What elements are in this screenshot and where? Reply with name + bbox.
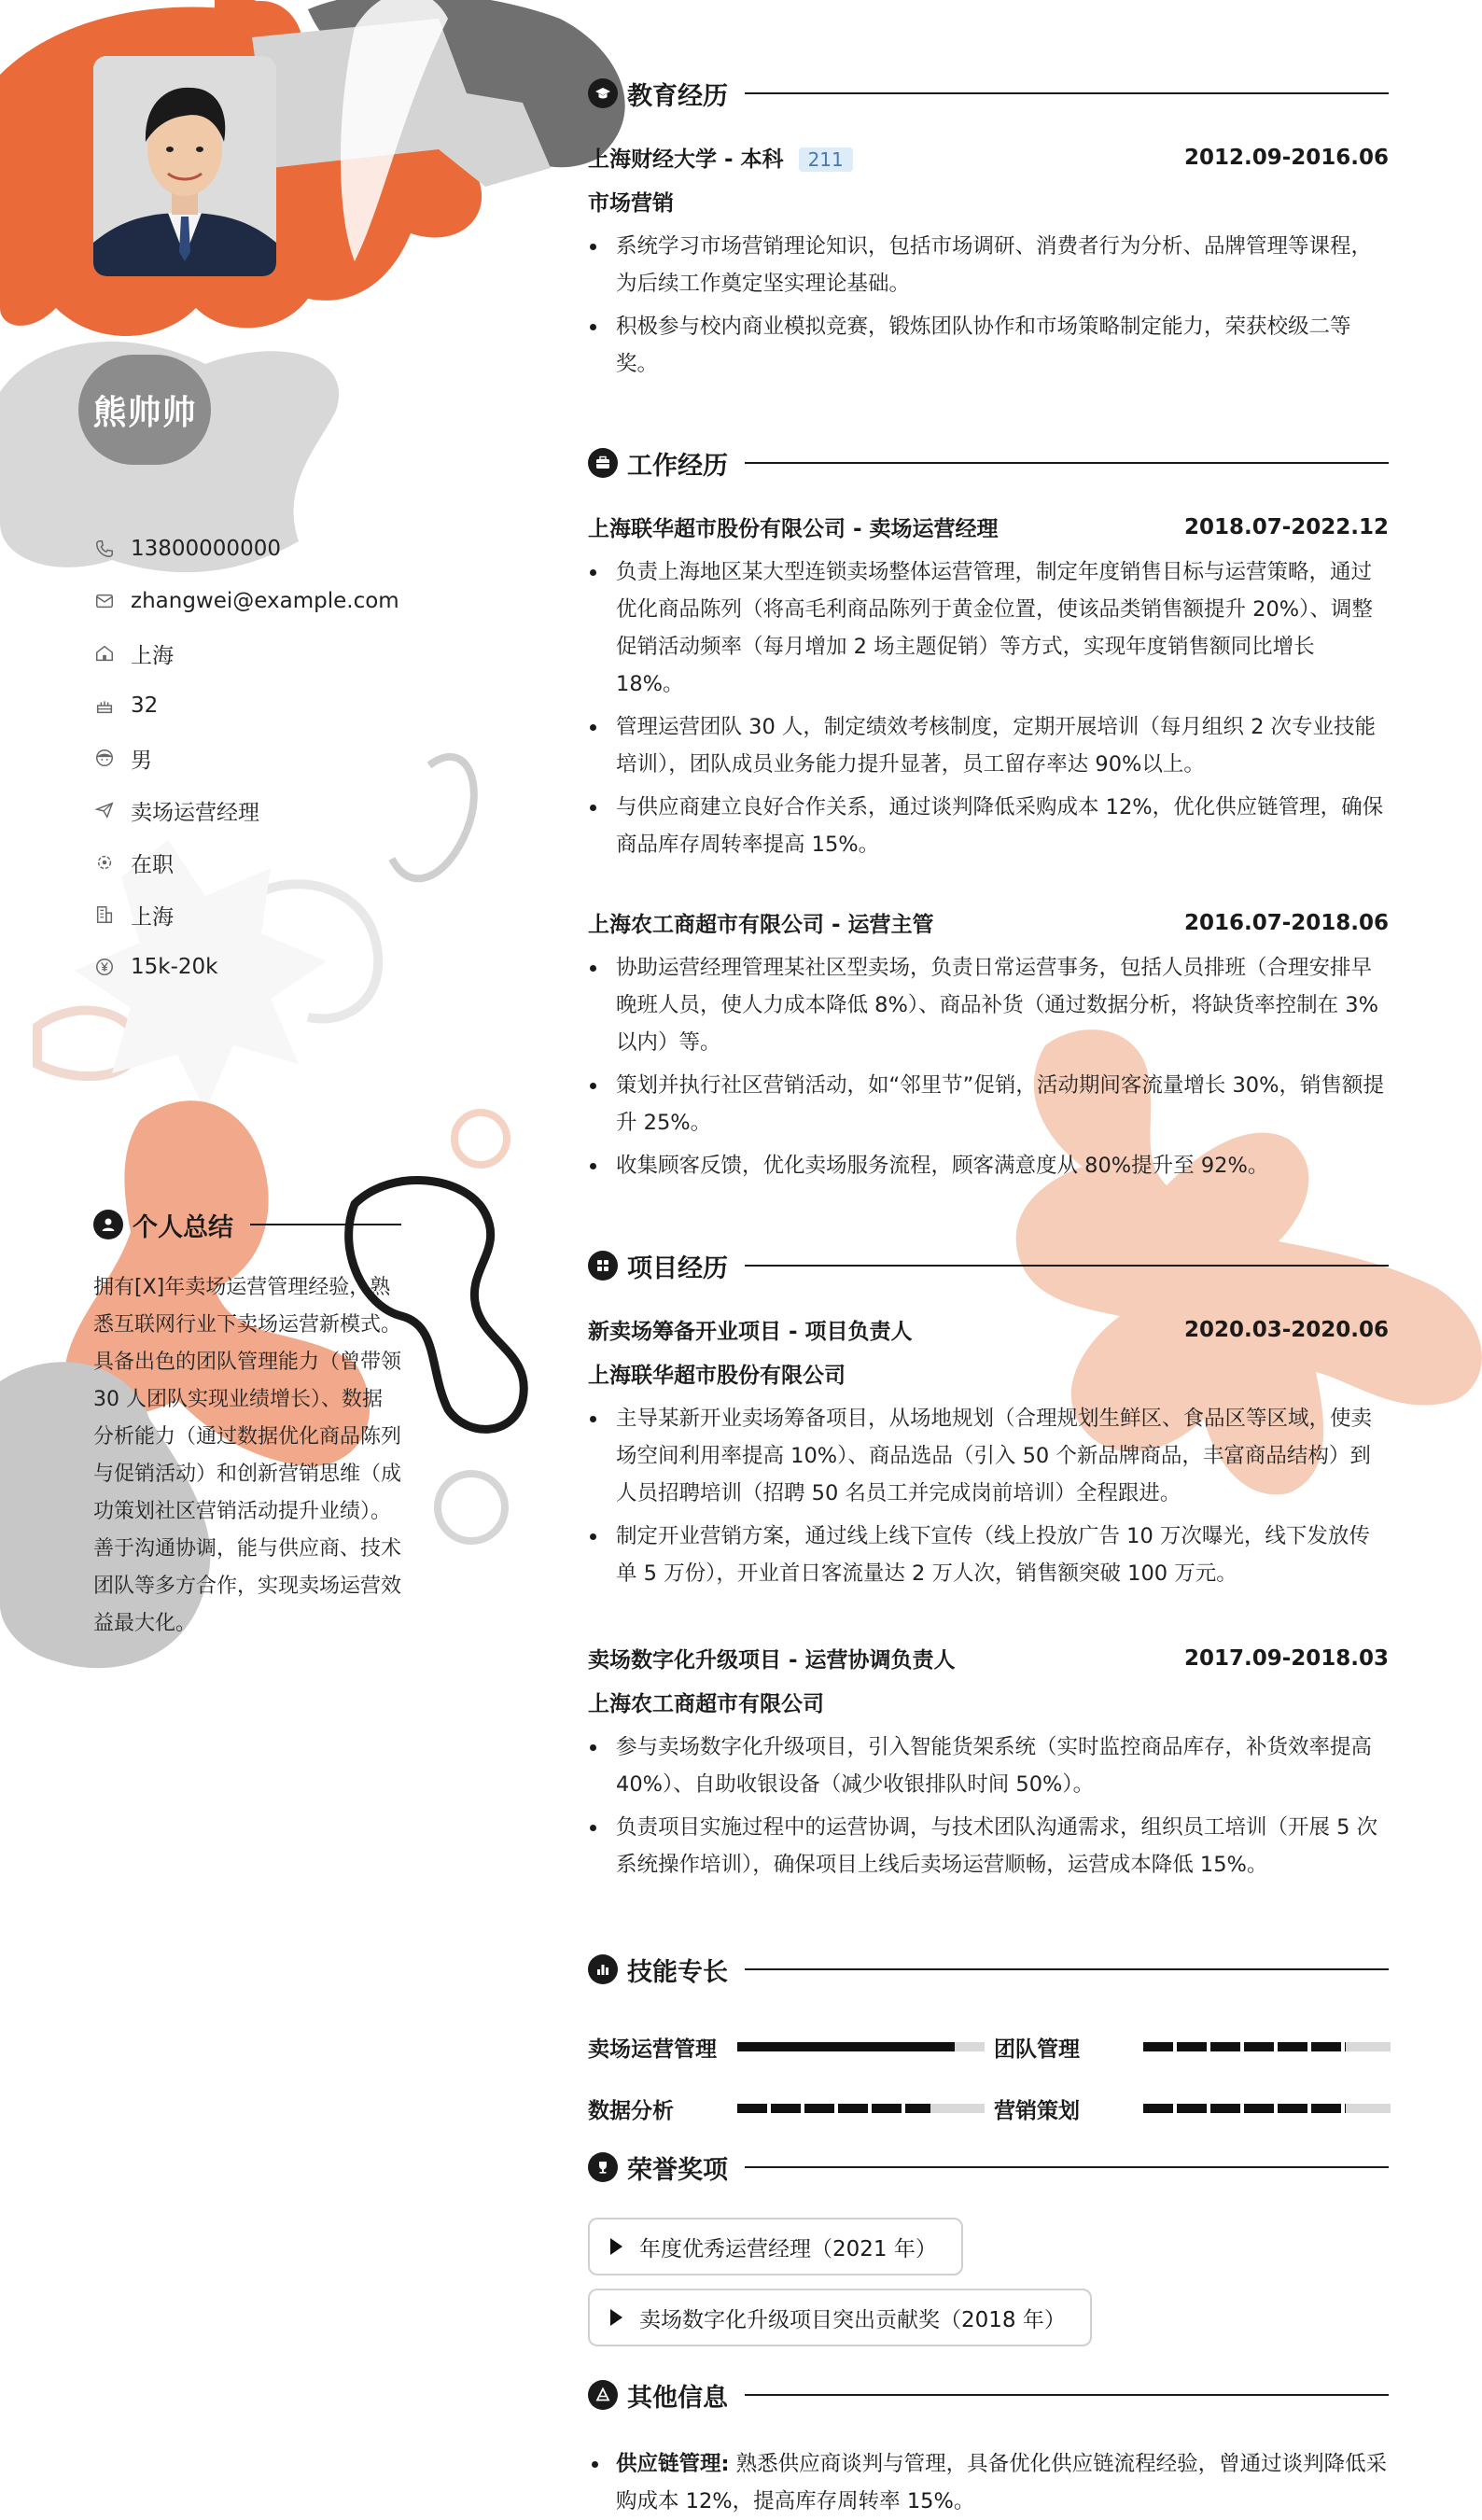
award-item	[588, 2289, 1092, 2346]
graduation-cap-icon	[588, 78, 618, 108]
contact-phone	[93, 523, 485, 575]
contact-home	[93, 627, 485, 679]
list-item	[588, 2445, 1391, 2520]
award-text: 年度优秀运营经理（2021 年）	[639, 2236, 937, 2261]
major: 市场营销	[588, 191, 674, 216]
phone-icon	[93, 538, 116, 560]
list-item: 与供应商建立良好合作关系，通过谈判降低采购成本 12%，优化供应链管理，确保商品库存周转率提高 15%。	[588, 789, 1389, 863]
triangle-bullet-icon	[610, 2309, 622, 2326]
contact-status	[93, 836, 485, 889]
work-entry-2	[588, 907, 1389, 1190]
section-title: 技能专长	[627, 1957, 728, 1987]
contact-text: 15k-20k	[131, 955, 218, 979]
contact-gender	[93, 732, 485, 784]
section-title: 个人总结	[133, 1212, 233, 1242]
send-icon	[93, 799, 116, 821]
contact-text: 13800000000	[131, 537, 281, 561]
job-heading: 上海联华超市股份有限公司 - 卖场运营经理	[588, 517, 999, 541]
skill-level-fill	[1143, 2042, 1346, 2051]
skill-item	[994, 2032, 1400, 2063]
gender-icon	[93, 747, 116, 769]
education-entry	[588, 142, 1389, 388]
status-icon	[93, 851, 116, 874]
contact-list	[93, 523, 485, 993]
list-item: 制定开业营销方案，通过线上线下宣传（线上投放广告 10 万次曝光，线下发放传单 5 万份），开业首日客流量达 2 万人次，销售额突破 100 万元。	[588, 1518, 1389, 1592]
contact-text: zhangwei@example.com	[131, 589, 399, 613]
skills-header	[588, 1949, 1389, 1990]
section-title: 荣誉奖项	[627, 2155, 728, 2185]
skill-level-fill	[737, 2042, 955, 2051]
skill-item	[588, 2093, 994, 2124]
list-item: 负责上海地区某大型连锁卖场整体运营管理，制定年度销售目标与运营策略，通过优化商品陈列（将高毛利商品陈列于黄金位置，使该品类销售额提升 20%）、调整促销活动频率（每月增加 2 场主题促销）等方式，实现年度销售额同比增长 18%。	[588, 553, 1389, 703]
project-org: 上海农工商超市有限公司	[588, 1692, 824, 1716]
skill-name: 营销策划	[994, 2098, 1080, 2123]
list-item: 系统学习市场营销理论知识，包括市场调研、消费者行为分析、品牌管理等课程，为后续工作奠定坚实理论基础。	[588, 228, 1389, 302]
list-item: 参与卖场数字化升级项目，引入智能货架系统（实时监控商品库存，补货效率提高 40%）、自助收银设备（减少收银排队时间 50%）。	[588, 1729, 1389, 1803]
job-date: 2016.07-2018.06	[1183, 910, 1389, 935]
contact-text: 32	[131, 693, 159, 718]
mail-icon	[93, 590, 116, 612]
list-item: 积极参与校内商业模拟竞赛，锻炼团队协作和市场策略制定能力，荣获校级二等奖。	[588, 308, 1389, 383]
home-icon	[93, 642, 116, 665]
project-entry-1	[588, 1314, 1389, 1598]
work-header	[588, 442, 1389, 483]
list-item: 收集顾客反馈，优化卖场服务流程，顾客满意度从 80%提升至 92%。	[588, 1147, 1389, 1184]
project-bullets	[588, 1729, 1389, 1883]
skill-level-fill	[737, 2104, 930, 2113]
awards-header	[588, 2147, 1389, 2188]
triangle-bullet-icon	[610, 2238, 622, 2255]
section-divider	[745, 462, 1389, 464]
project-date: 2017.09-2018.03	[1183, 1645, 1389, 1671]
project-heading: 卖场数字化升级项目 - 运营协调负责人	[588, 1648, 956, 1673]
list-item: 协助运营经理管理某社区型卖场，负责日常运营事务，包括人员排班（合理安排早晚班人员，使人力成本降低 8%）、商品补货（通过数据分析，将缺货率控制在 3%以内）等。	[588, 949, 1389, 1061]
section-divider	[745, 1265, 1389, 1267]
project-entry-2	[588, 1643, 1389, 1889]
section-title: 项目经历	[627, 1253, 728, 1283]
skill-level-bar	[737, 2104, 985, 2113]
trophy-icon	[588, 2152, 618, 2182]
award-item	[588, 2218, 963, 2275]
skill-name: 数据分析	[588, 2098, 674, 2123]
education-header	[588, 73, 1389, 114]
yen-icon	[93, 956, 116, 978]
building-icon	[93, 903, 116, 926]
list-item: 主导某新开业卖场筹备项目，从场地规划（合理规划生鲜区、食品区等区域，使卖场空间利用率提高 10%）、商品选品（引入 50 个新品牌商品，丰富商品结构）到人员招聘培训（招聘 50 名员工并完成岗前培训）全程跟进。	[588, 1400, 1389, 1512]
info-key: 供应链管理:	[616, 2452, 730, 2476]
skill-name: 卖场运营管理	[588, 2037, 717, 2062]
contact-position	[93, 784, 485, 836]
job-heading: 上海农工商超市有限公司 - 运营主管	[588, 913, 934, 937]
contact-text: 上海	[131, 904, 174, 930]
briefcase-icon	[588, 448, 618, 478]
section-divider	[250, 1224, 401, 1225]
job-bullets	[588, 553, 1389, 863]
skill-item	[588, 2032, 994, 2063]
skills-grid	[588, 2016, 1400, 2139]
education-date: 2012.09-2016.06	[1183, 145, 1389, 170]
skill-level-bar	[737, 2042, 985, 2051]
cake-icon	[93, 694, 116, 717]
work-entry-1	[588, 511, 1389, 869]
summary-header	[93, 1204, 401, 1245]
job-bullets	[588, 949, 1389, 1184]
school-name: 上海财经大学 - 本科	[588, 147, 784, 172]
candidate-name: 熊帅帅	[92, 393, 197, 432]
bar-chart-icon	[588, 1954, 618, 1984]
list-item: 负责项目实施过程中的运营协调，与技术团队沟通需求，组织员工培训（开展 5 次系统操作培训），确保项目上线后卖场运营顺畅，运营成本降低 15%。	[588, 1809, 1389, 1883]
profile-photo	[93, 56, 276, 276]
contact-text: 上海	[131, 643, 174, 668]
contact-salary	[93, 941, 485, 993]
summary-text: 拥有[X]年卖场运营管理经验，熟悉互联网行业下卖场运营新模式。具备出色的团队管理能力（曾带领 30 人团队实现业绩增长）、数据分析能力（通过数据优化商品陈列与促销活动）和创新营销思维（成功策划社区营销活动提升业绩）。善于沟通协调，能与供应商、技术团队等多方合作，实现卖场运营效益最大化。	[93, 1276, 402, 1635]
list-item: 管理运营团队 30 人，制定绩效考核制度，定期开展培训（每月组织 2 次专业技能培训），团队成员业务能力提升显著，员工留存率达 90%以上。	[588, 708, 1389, 783]
skill-item	[994, 2093, 1400, 2124]
section-divider	[745, 1968, 1389, 1970]
project-org: 上海联华超市股份有限公司	[588, 1364, 846, 1388]
education-bullets	[588, 228, 1389, 383]
grid-icon	[588, 1251, 618, 1281]
project-heading: 新卖场筹备开业项目 - 项目负责人	[588, 1320, 913, 1344]
contact-email	[93, 575, 485, 627]
contact-age	[93, 679, 485, 732]
info-icon	[588, 2380, 618, 2410]
contact-text: 男	[131, 748, 152, 773]
name-badge	[78, 355, 211, 465]
projects-header	[588, 1245, 1389, 1286]
job-date: 2018.07-2022.12	[1183, 514, 1389, 539]
award-text: 卖场数字化升级项目突出贡献奖（2018 年）	[639, 2307, 1066, 2332]
section-title: 教育经历	[627, 81, 728, 111]
avatar	[93, 56, 276, 276]
section-divider	[745, 2166, 1389, 2168]
info-text: 熟悉供应商谈判与管理，具备优化供应链流程经验，曾通过谈判降低采购成本 12%，提高库存周转率 15%。	[616, 2452, 1388, 2513]
skill-level-bar	[1143, 2104, 1391, 2113]
contact-text: 卖场运营经理	[131, 800, 259, 825]
skill-level-bar	[1143, 2042, 1391, 2051]
list-item: 策划并执行社区营销活动，如“邻里节”促销，活动期间客流量增长 30%，销售额提升 25%。	[588, 1067, 1389, 1141]
contact-city	[93, 889, 485, 941]
other-header	[588, 2374, 1389, 2415]
user-icon	[93, 1210, 123, 1239]
skill-name: 团队管理	[994, 2037, 1080, 2062]
project-date: 2020.03-2020.06	[1183, 1317, 1389, 1342]
section-title: 其他信息	[627, 2383, 728, 2413]
contact-text: 在职	[131, 852, 174, 877]
section-title: 工作经历	[627, 451, 728, 481]
skill-level-fill	[1143, 2104, 1346, 2113]
school-tag: 211	[799, 147, 853, 172]
project-bullets	[588, 1400, 1389, 1592]
other-info	[588, 2445, 1391, 2520]
section-divider	[745, 92, 1389, 94]
section-divider	[745, 2394, 1389, 2396]
